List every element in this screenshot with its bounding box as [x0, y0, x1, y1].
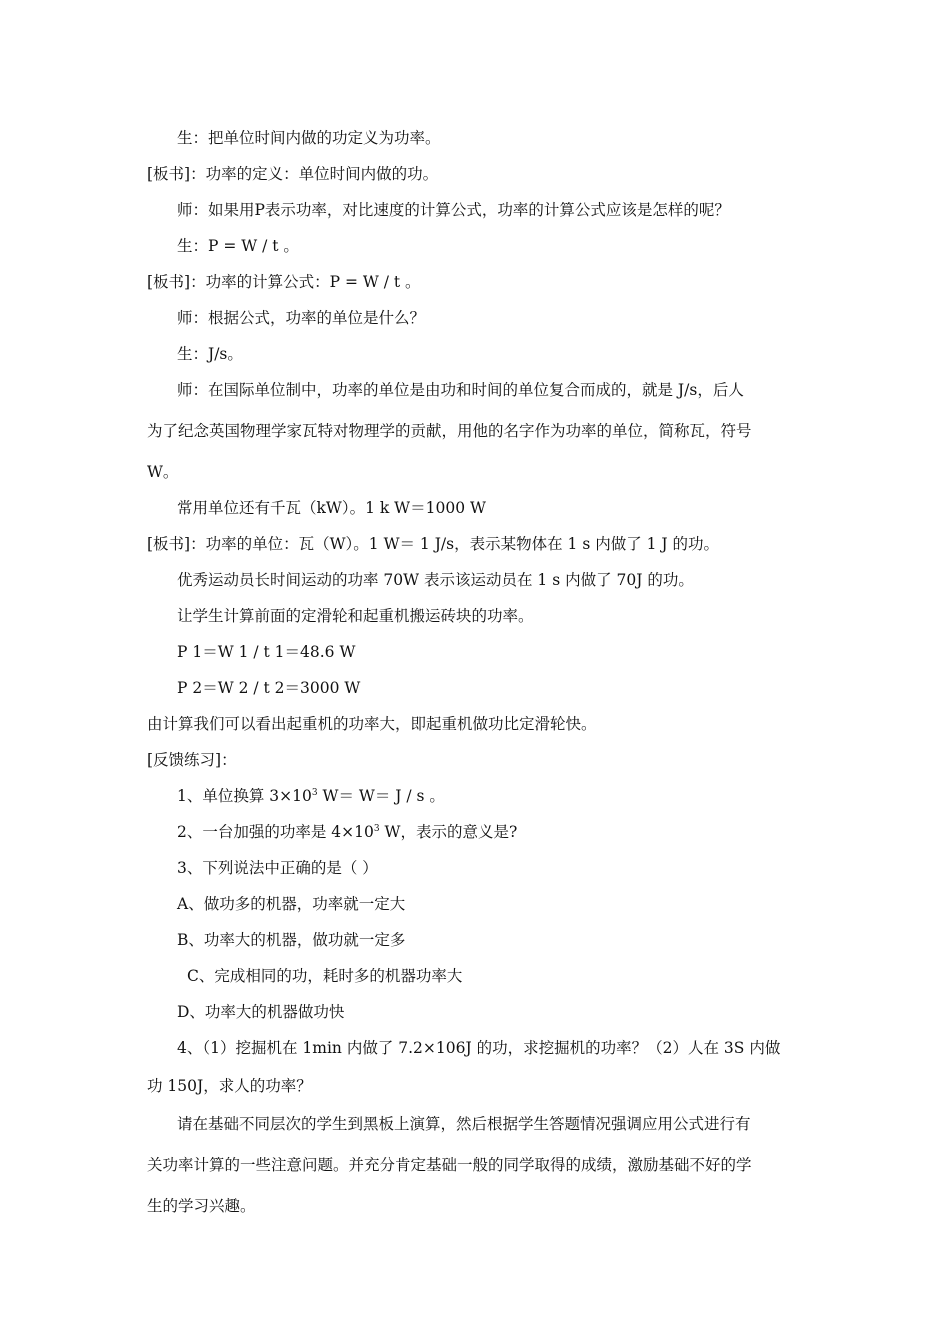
exercise-1-text-tail: W＝ W＝ J / s 。	[317, 787, 445, 805]
exponent: 3	[373, 824, 380, 834]
text-line: 优秀运动员长时间运动的功率 70W 表示该运动员在 1 s 内做了 70J 的功。	[177, 571, 694, 589]
text-line: 关功率计算的一些注意问题。并充分肯定基础一般的同学取得的成绩，激励基础不好的学	[147, 1156, 752, 1174]
text-line: 生：J/s。	[177, 345, 243, 363]
option-c: C、完成相同的功，耗时多的机器功率大	[187, 967, 463, 985]
exercise-2-text: 2、一台加强的功率是 4×10	[177, 823, 374, 841]
exercise-1	[177, 786, 445, 806]
formula-line: P 2＝W 2 / t 2＝3000 W	[177, 679, 361, 697]
exercise-4: 4、（1）挖掘机在 1min 内做了 7.2×106J 的功，求挖掘机的功率？（2）人在 3S 内做	[177, 1039, 781, 1057]
text-line: 师：在国际单位制中，功率的单位是由功和时间的单位复合而成的，就是 J/s，后人	[177, 381, 744, 399]
option-d: D、功率大的机器做功快	[177, 1003, 345, 1021]
option-a: A、做功多的机器，功率就一定大	[177, 895, 406, 913]
text-line: [板书]：功率的计算公式：P = W / t 。	[147, 273, 421, 291]
text-line: 功 150J，求人的功率？	[147, 1077, 312, 1095]
exercise-1-text: 1、单位换算 3×10	[177, 787, 312, 805]
text-line: 为了纪念英国物理学家瓦特对物理学的贡献，用他的名字作为功率的单位，简称瓦，符号	[147, 422, 752, 440]
text-line: 师：根据公式，功率的单位是什么？	[177, 309, 426, 327]
text-line: 师：如果用P表示功率，对比速度的计算公式，功率的计算公式应该是怎样的呢？	[177, 201, 730, 219]
text-line: [板书]：功率的单位：瓦（W）。1 W＝ 1 J/s，表示某物体在 1 s 内做了 1 J 的功。	[147, 535, 720, 553]
text-line: 常用单位还有千瓦（kW）。1 k W＝1000 W	[177, 499, 486, 517]
text-line: 请在基础不同层次的学生到黑板上演算，然后根据学生答题情况强调应用公式进行有	[177, 1115, 751, 1133]
exercise-2	[177, 822, 517, 842]
exercise-2-text-tail: W，表示的意义是?	[379, 823, 518, 841]
section-heading: [反馈练习]：	[147, 751, 237, 769]
formula-line: P 1＝W 1 / t 1＝48.6 W	[177, 643, 356, 661]
exercise-3: 3、下列说法中正确的是（ ）	[177, 859, 378, 877]
text-line: 生的学习兴趣。	[147, 1197, 256, 1215]
option-b: B、功率大的机器，做功就一定多	[177, 931, 406, 949]
text-line: 生：把单位时间内做的功定义为功率。	[177, 129, 441, 147]
text-line: [板书]：功率的定义：单位时间内做的功。	[147, 165, 439, 183]
text-line: W。	[147, 463, 179, 481]
text-line: 由计算我们可以看出起重机的功率大，即起重机做功比定滑轮快。	[147, 715, 597, 733]
exponent: 3	[311, 788, 318, 798]
text-line: 让学生计算前面的定滑轮和起重机搬运砖块的功率。	[177, 607, 534, 625]
text-line: 生：P = W / t 。	[177, 237, 299, 255]
